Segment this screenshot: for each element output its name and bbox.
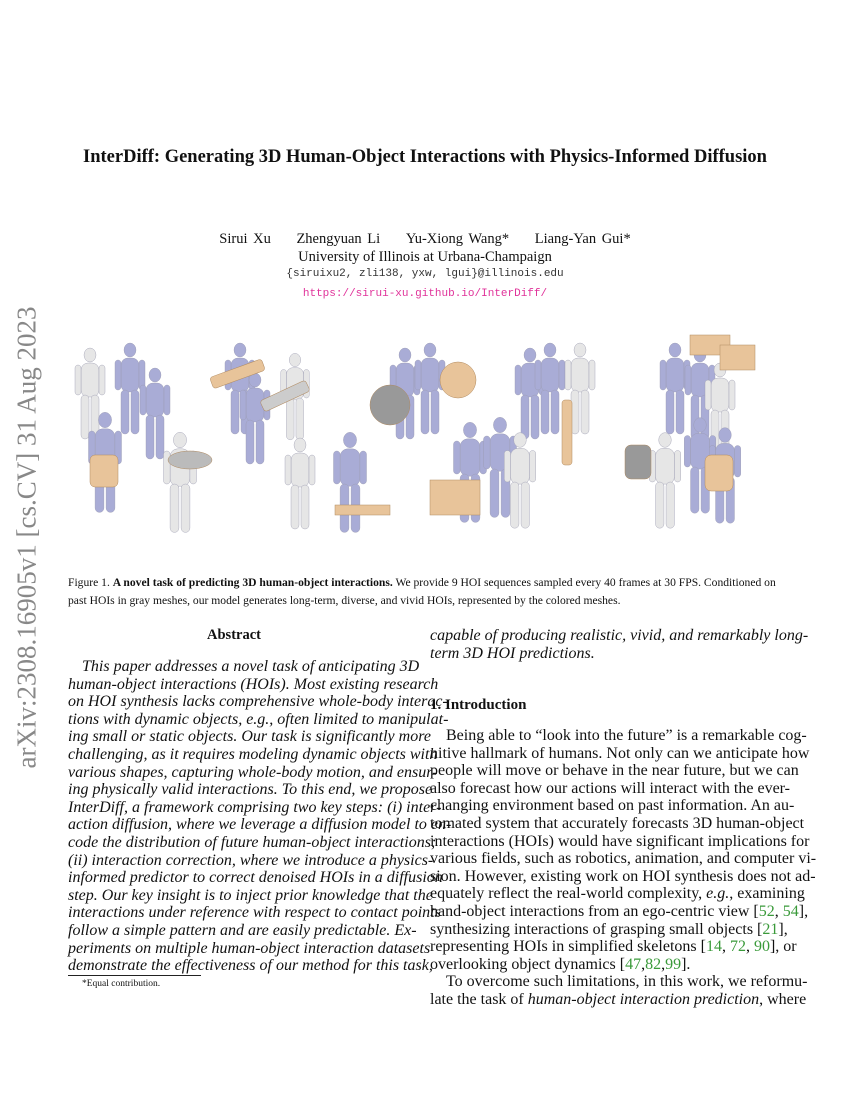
human-mesh-predicted <box>415 343 445 434</box>
citation-link[interactable]: 54 <box>782 903 799 920</box>
author: Zhengyuan Li <box>296 231 381 247</box>
abstract-line: step. Our key insight is to inject prior knowledge that the <box>68 886 433 904</box>
text-segment: ], or <box>769 938 797 956</box>
backpack-object <box>705 455 733 491</box>
abstract-line: tions with dynamic objects, e.g., often limited to manipulat- <box>68 710 449 728</box>
author: Sirui Xu <box>219 231 271 247</box>
abstract-line: informed predictor to correct denoised HOIs in a diffusion <box>68 869 443 887</box>
text-segment: synthesizing interactions of grasping small objects [ <box>430 920 763 938</box>
teaser-figure <box>60 330 790 570</box>
text-segment: late the task of <box>430 991 528 1008</box>
author: Liang-Yan Gui* <box>534 231 631 247</box>
caption-text: We provide 9 HOI sequences sampled every 40 frames at 30 FPS. Conditioned on past HOIs in gray meshes, our model generates long-term, diverse, and vivid HOIs, represented by the colored meshes. <box>68 576 776 607</box>
text-segment: people will move or behave in the near future, but we can <box>430 762 799 780</box>
introduction-line <box>430 762 799 780</box>
human-mesh-past <box>285 438 315 529</box>
text-segment: ], <box>798 903 809 920</box>
abstract-line: InterDiff, a framework comprising two key steps: (i) inter- <box>68 798 442 816</box>
introduction-line <box>430 815 805 833</box>
ball-object <box>370 385 410 425</box>
abstract-line: various shapes, capturing whole-body motion, and ensur- <box>68 763 438 781</box>
text-segment: , where <box>759 991 807 1008</box>
project-url-link[interactable]: https://sirui-xu.github.io/InterDiff/ <box>302 288 548 300</box>
backpack-object <box>625 445 651 479</box>
citation-link[interactable]: 21 <box>762 920 779 938</box>
text-segment: , <box>661 955 666 973</box>
citation-link[interactable]: 90 <box>753 938 770 956</box>
text-segment: changing environment based on past information. An au- <box>430 797 795 815</box>
table-object <box>335 505 390 515</box>
text-segment: Being able to “look into the future” is a remarkable cog- <box>446 727 807 744</box>
text-segment: , examining <box>729 885 805 903</box>
introduction-line <box>430 832 810 851</box>
text-segment: also forecast how our actions will interact with the ever- <box>430 779 790 797</box>
text-segment: , <box>641 955 646 973</box>
introduction-line <box>446 973 808 991</box>
text-segment: human-object interaction prediction <box>527 991 760 1008</box>
text-segment: , <box>745 938 754 956</box>
author: Yu-Xiong Wang* <box>405 231 510 247</box>
plank-object <box>562 400 572 465</box>
paper-title: InterDiff: Generating 3D Human-Object Interactions with Physics-Informed Diffusion <box>83 147 767 167</box>
text-segment: hand-object interactions from an ego-centric view [ <box>430 903 759 920</box>
ball-object <box>440 362 476 398</box>
text-segment: tomated system that accurately forecasts 3D human-object <box>430 815 805 832</box>
citation-link[interactable]: 14 <box>705 938 722 956</box>
abstract-line: periments on multiple human-object interaction datasets <box>68 939 431 957</box>
introduction-line <box>430 938 797 956</box>
introduction-line <box>430 991 807 1009</box>
abstract-line: demonstrate the effectiveness of our method for this task, <box>68 957 433 975</box>
arxiv-side-stamp: arXiv:2308.16905v1 [cs.CV] 31 Aug 2023 <box>11 306 42 769</box>
introduction-line <box>430 744 810 763</box>
abstract-line: term 3D HOI predictions. <box>430 644 595 662</box>
text-segment: nitive hallmark of humans. Not only can we anticipate how <box>430 744 810 762</box>
text-segment: ], <box>778 920 788 938</box>
human-mesh-predicted <box>334 432 367 532</box>
text-segment: e.g. <box>706 885 730 903</box>
introduction-line <box>430 920 788 939</box>
abstract-line: ing physically valid interactions. To this end, we propose <box>68 781 433 799</box>
text-segment: , <box>721 938 730 956</box>
text-segment: interactions (HOIs) would have significant implications for <box>430 832 810 850</box>
human-mesh-predicted <box>535 343 565 434</box>
citation-link[interactable]: 52 <box>758 903 775 920</box>
text-segment: , <box>774 903 783 920</box>
abstract-line: human-object interactions (HOIs). Most existing research <box>68 675 439 693</box>
text-segment: sion. However, existing work on HOI synthesis does not ad- <box>430 867 816 885</box>
introduction-line <box>430 797 795 815</box>
backpack-object <box>90 455 118 487</box>
abstract-line: action diffusion, where we leverage a diffusion model to en- <box>68 816 452 834</box>
text-segment: ]. <box>681 955 691 973</box>
abstract-line: (ii) interaction correction, where we introduce a physics- <box>68 851 434 869</box>
abstract-line: code the distribution of future human-object interactions; <box>68 834 437 851</box>
introduction-line <box>430 850 817 868</box>
author-emails: {siruixu2, zli138, yxw, lgui}@illinois.edu <box>286 268 564 280</box>
human-mesh-past <box>164 432 197 532</box>
introduction-line <box>430 867 816 886</box>
introduction-line <box>430 779 790 798</box>
citation-link[interactable]: 82 <box>645 955 662 973</box>
abstract-line: challenging, as it requires modeling dynamic objects with <box>68 746 438 763</box>
affiliation: University of Illinois at Urbana-Champaign <box>298 249 552 265</box>
text-segment: To overcome such limitations, in this work, we reformu- <box>446 973 808 991</box>
citation-link[interactable]: 47 <box>625 955 642 973</box>
introduction-line <box>430 956 784 974</box>
footnote: *Equal contribution. <box>82 979 161 989</box>
abstract-line: on HOI synthesis lacks comprehensive whole-body interac- <box>68 693 448 711</box>
box-object <box>430 480 480 515</box>
text-segment: various fields, such as robotics, animation, and computer vi- <box>430 850 817 868</box>
basket-object <box>168 451 212 469</box>
abstract-line: capable of producing realistic, vivid, and remarkably long- <box>430 627 809 644</box>
text-segment: equately reflect the real-world complexity, <box>430 885 707 903</box>
introduction-line <box>430 885 805 903</box>
abstract-line: ing small or static objects. Our task is significantly more <box>68 728 431 746</box>
text-segment: overlooking object dynamics [ <box>430 955 626 973</box>
abstract-line: follow a simple pattern and are easily predictable. Ex- <box>68 922 417 939</box>
caption-label: Figure 1. <box>68 576 110 589</box>
figure-caption <box>68 574 784 610</box>
chair-object <box>720 345 755 370</box>
section-heading-introduction: 1. Introduction <box>430 697 527 713</box>
citation-link[interactable]: 72 <box>729 938 746 956</box>
caption-bold: A novel task of predicting 3D human-object interactions. <box>112 576 393 589</box>
abstract-heading: Abstract <box>207 627 261 643</box>
introduction-line <box>446 727 807 745</box>
human-mesh-past <box>649 433 681 529</box>
citation-link[interactable]: 99 <box>665 955 682 973</box>
introduction-line <box>430 903 809 921</box>
text-segment: representing HOIs in simplified skeletons [ <box>430 938 706 956</box>
abstract-line: interactions under reference with respect to contact points <box>68 904 441 922</box>
author-list <box>0 231 850 248</box>
abstract-line: This paper addresses a novel task of anticipating 3D <box>82 658 420 675</box>
